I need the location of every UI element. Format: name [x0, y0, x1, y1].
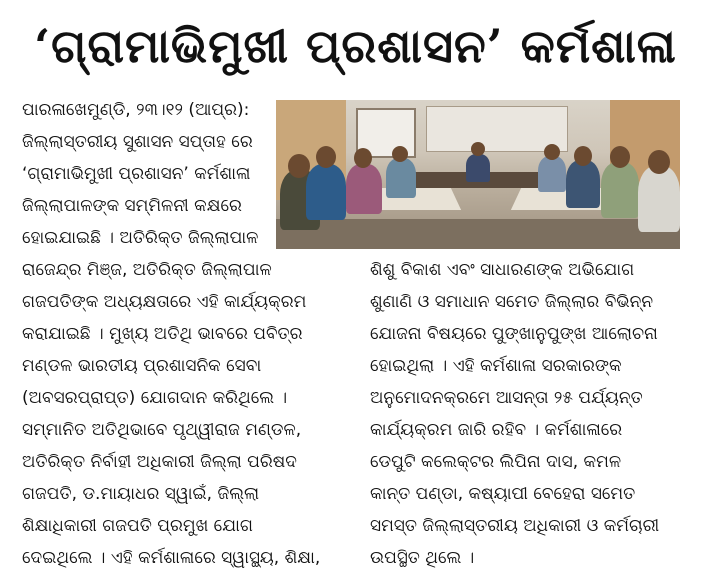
- text-line: ପାରଳାଖେମୁଣ୍ଡି, ୨୩।୧୨ (ଆପ୍ର):: [22, 100, 250, 120]
- text-line: ଶିଶୁ ବିକାଶ ଏବଂ ସାଧାରଣଙ୍କ ଅଭିଯୋଗ: [370, 260, 635, 280]
- text-line: ରାଜେନ୍ଦ୍ର ମିଞ୍ଜ, ଅତିରିକ୍ତ ଜିଲ୍ଲାପାଳ: [22, 260, 272, 280]
- text-line: ଉପସ୍ଥିତ ଥିଲେ ।: [370, 548, 475, 568]
- text-line: ଯୋଜନା ବିଷୟରେ ପୁଙ୍ଖାନୁପୁଙ୍ଖ ଆଲୋଚନା: [370, 324, 658, 344]
- text-line: ଡେପୁଟି କଲେକ୍ଟର ଲିପିନା ଦାସ, କମଳ: [370, 452, 622, 472]
- meeting-photo: [276, 100, 680, 249]
- text-line: କାନ୍ତ ପଣ୍ଡା, କଷ୍ୟାପୀ ବେହେରା ସମେତ: [370, 484, 636, 504]
- text-line: ଅତିରିକ୍ତ ନିର୍ବାହୀ ଅଧିକାରୀ ଜିଲ୍ଲା ପରିଷଦ: [22, 452, 297, 472]
- article-column-left-bottom: [22, 254, 362, 574]
- text-line: କାର୍ଯ୍ୟକ୍ରମ ଜାରି ରହିବ । କର୍ମଶାଳାରେ: [370, 420, 623, 440]
- text-line: ଜିଲ୍ଲାପାଳଙ୍କ ସମ୍ମିଳନୀ କକ୍ଷରେ: [22, 196, 242, 216]
- text-line: କରାଯାଇଛି । ମୁଖ୍ୟ ଅତିଥି ଭାବରେ ପବିତ୍ର: [22, 324, 303, 344]
- text-line: ‘ଗ୍ରାମାଭିମୁଖୀ ପ୍ରଶାସନ’ କର୍ମଶାଳା: [22, 164, 251, 184]
- text-line: ସମସ୍ତ ଜିଲ୍ଲାସ୍ତରୀୟ ଅଧିକାରୀ ଓ କର୍ମଚାରୀ: [370, 516, 660, 536]
- text-line: ହୋଇଥିଲା । ଏହି କର୍ମଶାଳା ସରକାରଙ୍କ: [370, 356, 622, 376]
- text-line: (ଅବସରପ୍ରାପ୍ତ) ଯୋଗଦାନ କରିଥିଲେ ।: [22, 388, 288, 408]
- article-column-left-top: [22, 94, 277, 254]
- text-line: ଗଜପତି, ଡ.ମାୟାଧର ସ୍ୱାଇଁ, ଜିଲ୍ଲା: [22, 484, 260, 504]
- text-line: ହୋଇଯାଇଛି । ଅତିରିକ୍ତ ଜିଲ୍ଲାପାଳ: [22, 228, 259, 248]
- text-line: ଗଜପତିଙ୍କ ଅଧ୍ୟକ୍ଷତାରେ ଏହି କାର୍ଯ୍ୟକ୍ରମ: [22, 292, 307, 312]
- text-line: ଶିକ୍ଷାଧିକାରୀ ଗଜପତି ପ୍ରମୁଖ ଯୋଗ: [22, 516, 253, 536]
- text-line: ଜିଲ୍ଲାସ୍ତରୀୟ ସୁଶାସନ ସପ୍ତାହ ରେ: [22, 132, 253, 152]
- text-line: ଶୁଣାଣି ଓ ସମାଧାନ ସମେତ ଜିଲ୍ଲାର ବିଭିନ୍ନ: [370, 292, 654, 312]
- text-line: ଦେଇଥିଲେ । ଏହି କର୍ମଶାଳାରେ ସ୍ୱାସ୍ଥ୍ୟ, ଶିକ୍ଷା,: [22, 548, 321, 568]
- article-column-right: [370, 254, 690, 574]
- text-line: ସମ୍ମାନିତ ଅତିଥିଭାବେ ପୃଥ୍ୱୀରାଜ ମଣ୍ଡଳ,: [22, 420, 302, 440]
- text-line: ମଣ୍ଡଳ ଭାରତୀୟ ପ୍ରଶାସନିକ ସେବା: [22, 356, 262, 376]
- headline: ‘ଗ୍ରାମାଭିମୁଖୀ ପ୍ରଶାସନ’ କର୍ମଶାଳା: [34, 19, 677, 73]
- text-line: ଅନୁମୋଦନକ୍ରମେ ଆସନ୍ତା ୨୫ ପର୍ଯ୍ୟନ୍ତ: [370, 388, 643, 408]
